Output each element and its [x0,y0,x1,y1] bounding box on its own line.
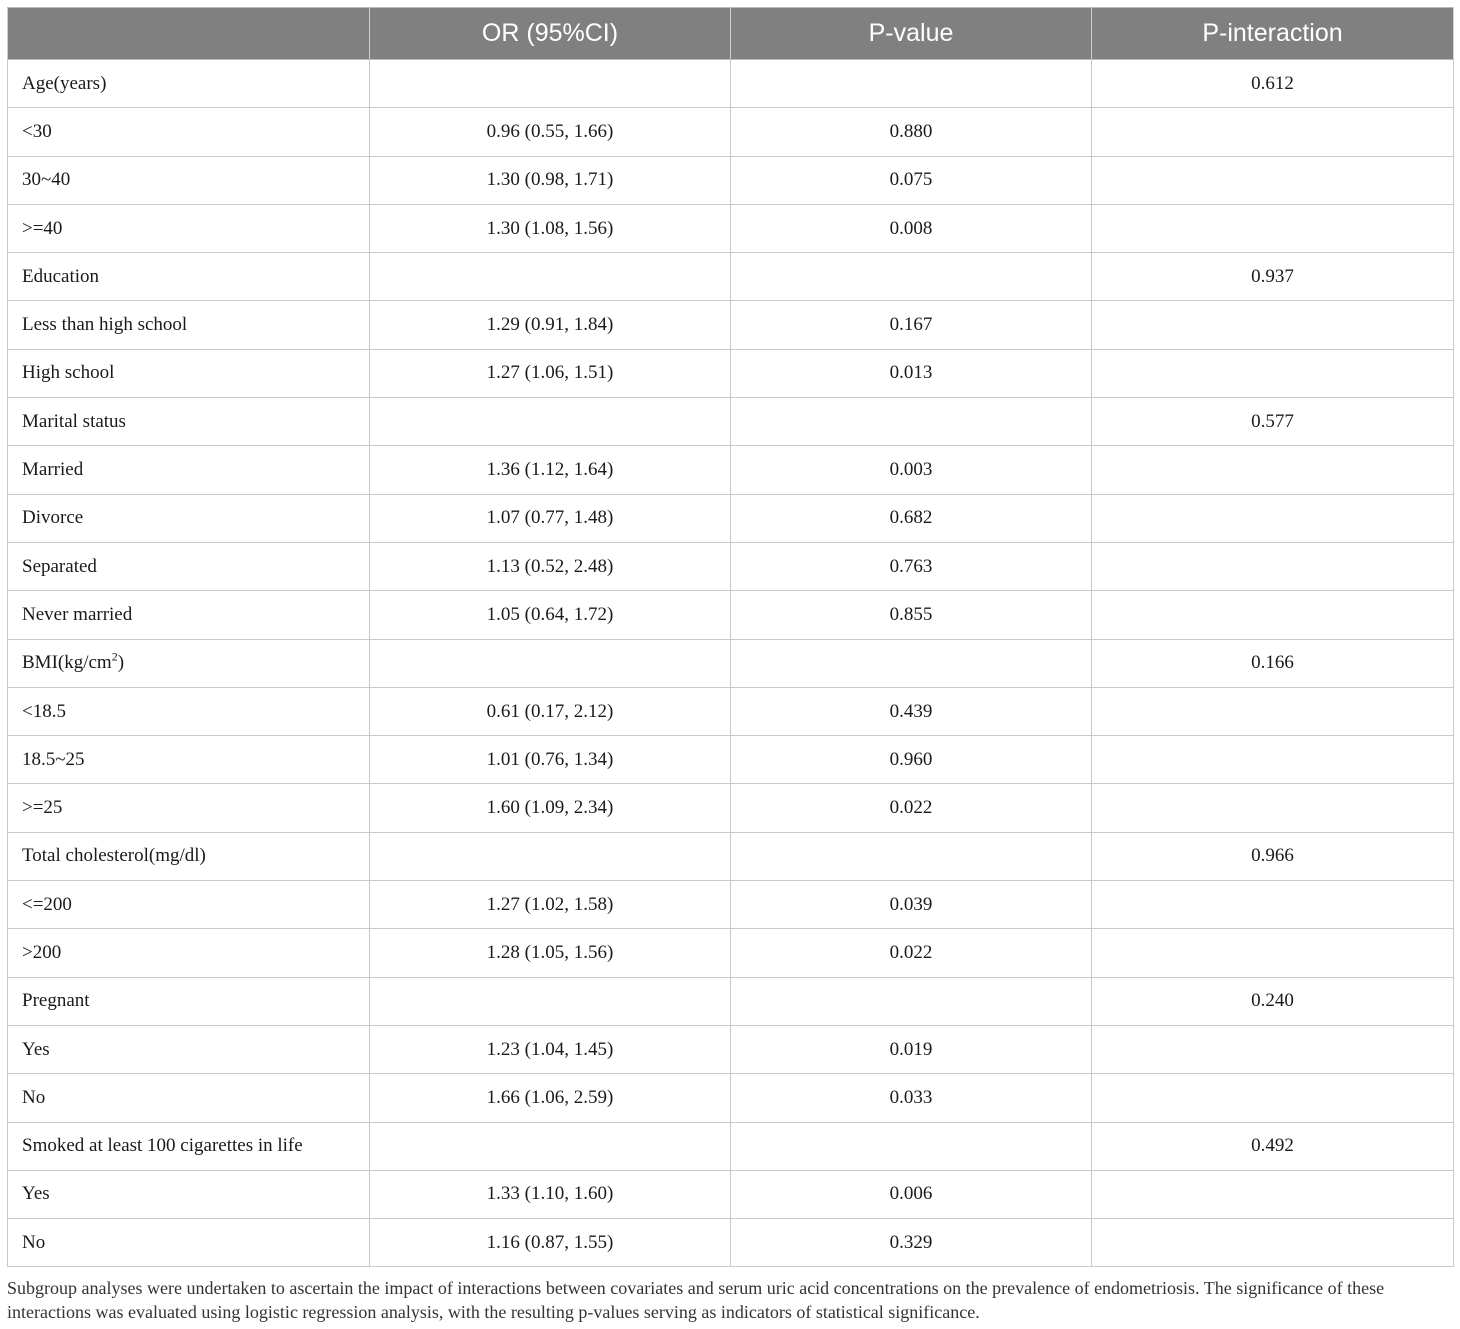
row-label [8,832,370,880]
cell-p-interaction [1092,301,1454,349]
cell-p-value [731,398,1092,446]
row-label [8,736,370,784]
cell-p-interaction [1092,929,1454,977]
cell-p-interaction: 0.492 [1092,1122,1454,1170]
cell-p-interaction [1092,1170,1454,1218]
cell-p-value: 0.019 [731,1025,1092,1073]
row-label-text: <30 [22,120,52,142]
cell-p-interaction: 0.612 [1092,60,1454,108]
row-label-text: No [22,1231,46,1253]
header-or-ci: OR (95%CI) [370,8,731,60]
row-label [8,542,370,590]
cell-p-interaction [1092,687,1454,735]
table-row [8,446,1454,494]
cell-or-ci [370,639,731,687]
cell-or-ci: 1.27 (1.02, 1.58) [370,881,731,929]
row-label [8,639,370,687]
row-label [8,881,370,929]
row-label-text: 30~40 [22,169,71,191]
cell-p-interaction [1092,591,1454,639]
results-table-container [7,7,1453,1267]
row-label-text: >200 [22,941,62,963]
row-label-text: Never married [22,603,133,625]
cell-or-ci: 1.07 (0.77, 1.48) [370,494,731,542]
cell-or-ci: 1.66 (1.06, 2.59) [370,1074,731,1122]
table-row [8,1074,1454,1122]
row-label-text: Smoked at least 100 cigarettes in life [22,1135,303,1157]
row-label-text: 18.5~25 [22,748,85,770]
cell-p-value: 0.008 [731,204,1092,252]
table-row [8,1025,1454,1073]
cell-or-ci [370,832,731,880]
row-label-text: Total cholesterol(mg/dl) [22,845,206,867]
cell-or-ci: 1.29 (0.91, 1.84) [370,301,731,349]
cell-p-value [731,832,1092,880]
cell-p-interaction: 0.966 [1092,832,1454,880]
table-row [8,591,1454,639]
row-label-text: <=200 [22,893,72,915]
cell-p-value: 0.439 [731,687,1092,735]
subgroup-analysis-table [7,7,1454,1267]
cell-p-value [731,1122,1092,1170]
cell-p-value: 0.013 [731,349,1092,397]
header-p-interaction: P-interaction [1092,8,1454,60]
row-label-superscript: 2 [111,649,118,664]
row-label-text: BMI(kg/cm [22,652,112,674]
row-label [8,108,370,156]
table-row [8,639,1454,687]
cell-p-value: 0.075 [731,156,1092,204]
row-label-suffix: ) [117,652,125,674]
row-label [8,204,370,252]
table-row [8,156,1454,204]
row-label [8,1025,370,1073]
row-label-text: Married [22,459,84,481]
cell-p-value [731,253,1092,301]
cell-or-ci: 1.16 (0.87, 1.55) [370,1219,731,1267]
row-label [8,60,370,108]
cell-p-value: 0.167 [731,301,1092,349]
row-label-text: Yes [22,1038,50,1060]
row-label [8,687,370,735]
cell-or-ci [370,60,731,108]
cell-or-ci: 1.28 (1.05, 1.56) [370,929,731,977]
cell-p-value: 0.329 [731,1219,1092,1267]
table-row [8,977,1454,1025]
cell-p-interaction [1092,494,1454,542]
cell-p-interaction [1092,349,1454,397]
row-label [8,1122,370,1170]
cell-p-value [731,977,1092,1025]
cell-or-ci: 1.05 (0.64, 1.72) [370,591,731,639]
table-row [8,494,1454,542]
cell-or-ci: 1.27 (1.06, 1.51) [370,349,731,397]
table-row [8,1122,1454,1170]
cell-or-ci [370,977,731,1025]
cell-or-ci: 1.60 (1.09, 2.34) [370,784,731,832]
row-label-text: Marital status [22,410,126,432]
table-row [8,1170,1454,1218]
row-label [8,784,370,832]
table-row [8,736,1454,784]
table-row [8,253,1454,301]
row-label [8,977,370,1025]
table-header [8,8,1454,60]
row-label [8,156,370,204]
table-row [8,832,1454,880]
cell-p-value: 0.003 [731,446,1092,494]
cell-p-value: 0.033 [731,1074,1092,1122]
cell-or-ci: 1.36 (1.12, 1.64) [370,446,731,494]
cell-p-interaction: 0.166 [1092,639,1454,687]
cell-p-interaction [1092,108,1454,156]
row-label [8,1170,370,1218]
cell-p-interaction [1092,204,1454,252]
row-label [8,398,370,446]
cell-p-value [731,639,1092,687]
row-label [8,446,370,494]
cell-or-ci: 1.30 (0.98, 1.71) [370,156,731,204]
cell-p-interaction [1092,446,1454,494]
table-row [8,881,1454,929]
table-row [8,60,1454,108]
cell-p-value: 0.960 [731,736,1092,784]
table-row [8,929,1454,977]
table-row [8,108,1454,156]
cell-or-ci: 1.23 (1.04, 1.45) [370,1025,731,1073]
row-label-text: Divorce [22,507,84,529]
cell-p-interaction [1092,784,1454,832]
row-label-text: No [22,1086,46,1108]
cell-p-interaction [1092,1219,1454,1267]
cell-p-value: 0.855 [731,591,1092,639]
cell-or-ci: 1.01 (0.76, 1.34) [370,736,731,784]
row-label-text: Pregnant [22,990,90,1012]
cell-or-ci: 0.96 (0.55, 1.66) [370,108,731,156]
row-label-text: Separated [22,555,97,577]
cell-or-ci [370,1122,731,1170]
cell-p-interaction: 0.937 [1092,253,1454,301]
table-row [8,398,1454,446]
row-label [8,301,370,349]
table-row [8,687,1454,735]
row-label [8,253,370,301]
cell-p-value: 0.880 [731,108,1092,156]
cell-p-interaction [1092,542,1454,590]
cell-or-ci: 1.13 (0.52, 2.48) [370,542,731,590]
table-row [8,204,1454,252]
cell-p-interaction [1092,1074,1454,1122]
row-label-text: >=25 [22,797,63,819]
header-row [8,8,1454,60]
table-row [8,1219,1454,1267]
cell-p-interaction [1092,1025,1454,1073]
table-body [8,60,1454,1267]
row-label [8,1219,370,1267]
cell-p-interaction: 0.577 [1092,398,1454,446]
row-label [8,349,370,397]
row-label-text: Education [22,265,100,287]
row-label-text: >=40 [22,217,63,239]
cell-p-value: 0.022 [731,929,1092,977]
cell-p-value: 0.039 [731,881,1092,929]
cell-p-value [731,60,1092,108]
cell-p-value: 0.763 [731,542,1092,590]
row-label-text: Age(years) [22,72,107,94]
cell-p-interaction [1092,881,1454,929]
cell-p-value: 0.006 [731,1170,1092,1218]
table-row [8,349,1454,397]
cell-or-ci: 1.30 (1.08, 1.56) [370,204,731,252]
cell-or-ci [370,253,731,301]
cell-or-ci: 0.61 (0.17, 2.12) [370,687,731,735]
header-p-value: P-value [731,8,1092,60]
row-label [8,494,370,542]
cell-p-value: 0.022 [731,784,1092,832]
table-row [8,784,1454,832]
cell-p-interaction [1092,736,1454,784]
row-label-text: <18.5 [22,700,66,722]
table-row [8,542,1454,590]
row-label [8,929,370,977]
row-label [8,591,370,639]
cell-p-interaction: 0.240 [1092,977,1454,1025]
cell-p-interaction [1092,156,1454,204]
row-label-text: Less than high school [22,314,188,336]
row-label-text: High school [22,362,115,384]
table-footnote: Subgroup analyses were undertaken to ascertain the impact of interactions between covariates and serum uric acid concentrations on the prevalence of endometriosis. The significance of these interactions was evaluated using logistic regression analysis, with the resulting p-values serving as indicators of statistical significance. [7,1278,1385,1322]
cell-or-ci: 1.33 (1.10, 1.60) [370,1170,731,1218]
table-row [8,301,1454,349]
row-label [8,1074,370,1122]
header-variable [8,8,370,60]
cell-or-ci [370,398,731,446]
cell-p-value: 0.682 [731,494,1092,542]
row-label-text: Yes [22,1183,50,1205]
